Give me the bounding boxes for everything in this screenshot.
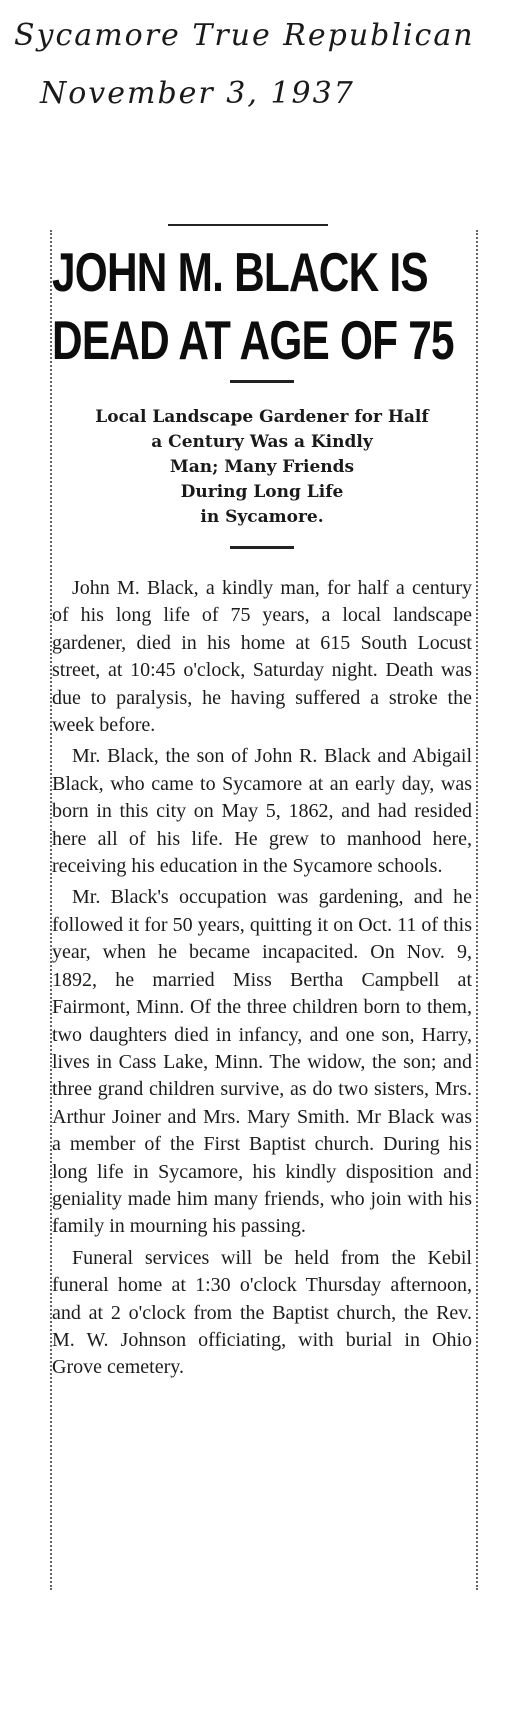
handwritten-source: Sycamore True Republican (14, 18, 475, 53)
clipping-right-edge (476, 230, 478, 1590)
paragraph-1: John M. Black, a kindly man, for half a century of his long life of 75 years, a local landscape gardener, died in his home at 615 South Locust street, at 10:45 o'clock, Saturday night. Death was due to paralysis, he having suffered a stroke the week before. (52, 577, 472, 737)
top-rule (168, 224, 328, 226)
subhead-rule (230, 546, 294, 549)
subhead-line-4: During Long Life (180, 482, 344, 502)
subhead-line-2: a Century Was a Kindly (151, 432, 373, 452)
handwritten-date: November 3, 1937 (40, 76, 355, 111)
paragraph-2: Mr. Black, the son of John R. Black and Abigail Black, who came to Sycamore at an early day, was born in this city on May 5, 1862, and had resided here all of his life. He grew to manhood here, receiving his education in the Sycamore schools. (52, 745, 472, 878)
article-body (52, 575, 472, 1382)
headline (52, 230, 454, 374)
subheadline (52, 405, 472, 530)
headline-line-1: JOHN M. BLACK IS (52, 241, 428, 303)
paragraph-3: Mr. Black's occupation was gardening, and he followed it for 50 years, quitting it on Oct. 11 of this year, when he became incapacited. On Nov. 9, 1892, he married Miss Bertha Campbell at Fairmont, Minn. Of the three children born to them, two daughters died in infancy, and one son, Harry, lives in Cass Lake, Minn. The widow, the son; and three grand children survive, as do two sisters, Mrs. Arthur Joiner and Mrs. Mary Smith. Mr Black was a member of the First Baptist church. During his long life in Sycamore, his kindly disposition and geniality made him many friends, who join with his family in mourning his passing. (52, 886, 472, 1238)
headline-line-2: DEAD AT AGE OF 75 (52, 309, 454, 371)
paragraph-4: Funeral services will be held from the Kebil funeral home at 1:30 o'clock Thursday afternoon, and at 2 o'clock from the Baptist church, the Rev. M. W. Johnson officiating, with burial in Ohio Grove cemetery. (52, 1246, 472, 1379)
subhead-line-3: Man; Many Friends (169, 457, 355, 477)
subhead-line-1: Local Landscape Gardener for Half (95, 407, 429, 427)
newspaper-clipping (52, 230, 472, 1382)
subhead-line-5: in Sycamore. (200, 507, 324, 527)
headline-rule (230, 380, 294, 383)
